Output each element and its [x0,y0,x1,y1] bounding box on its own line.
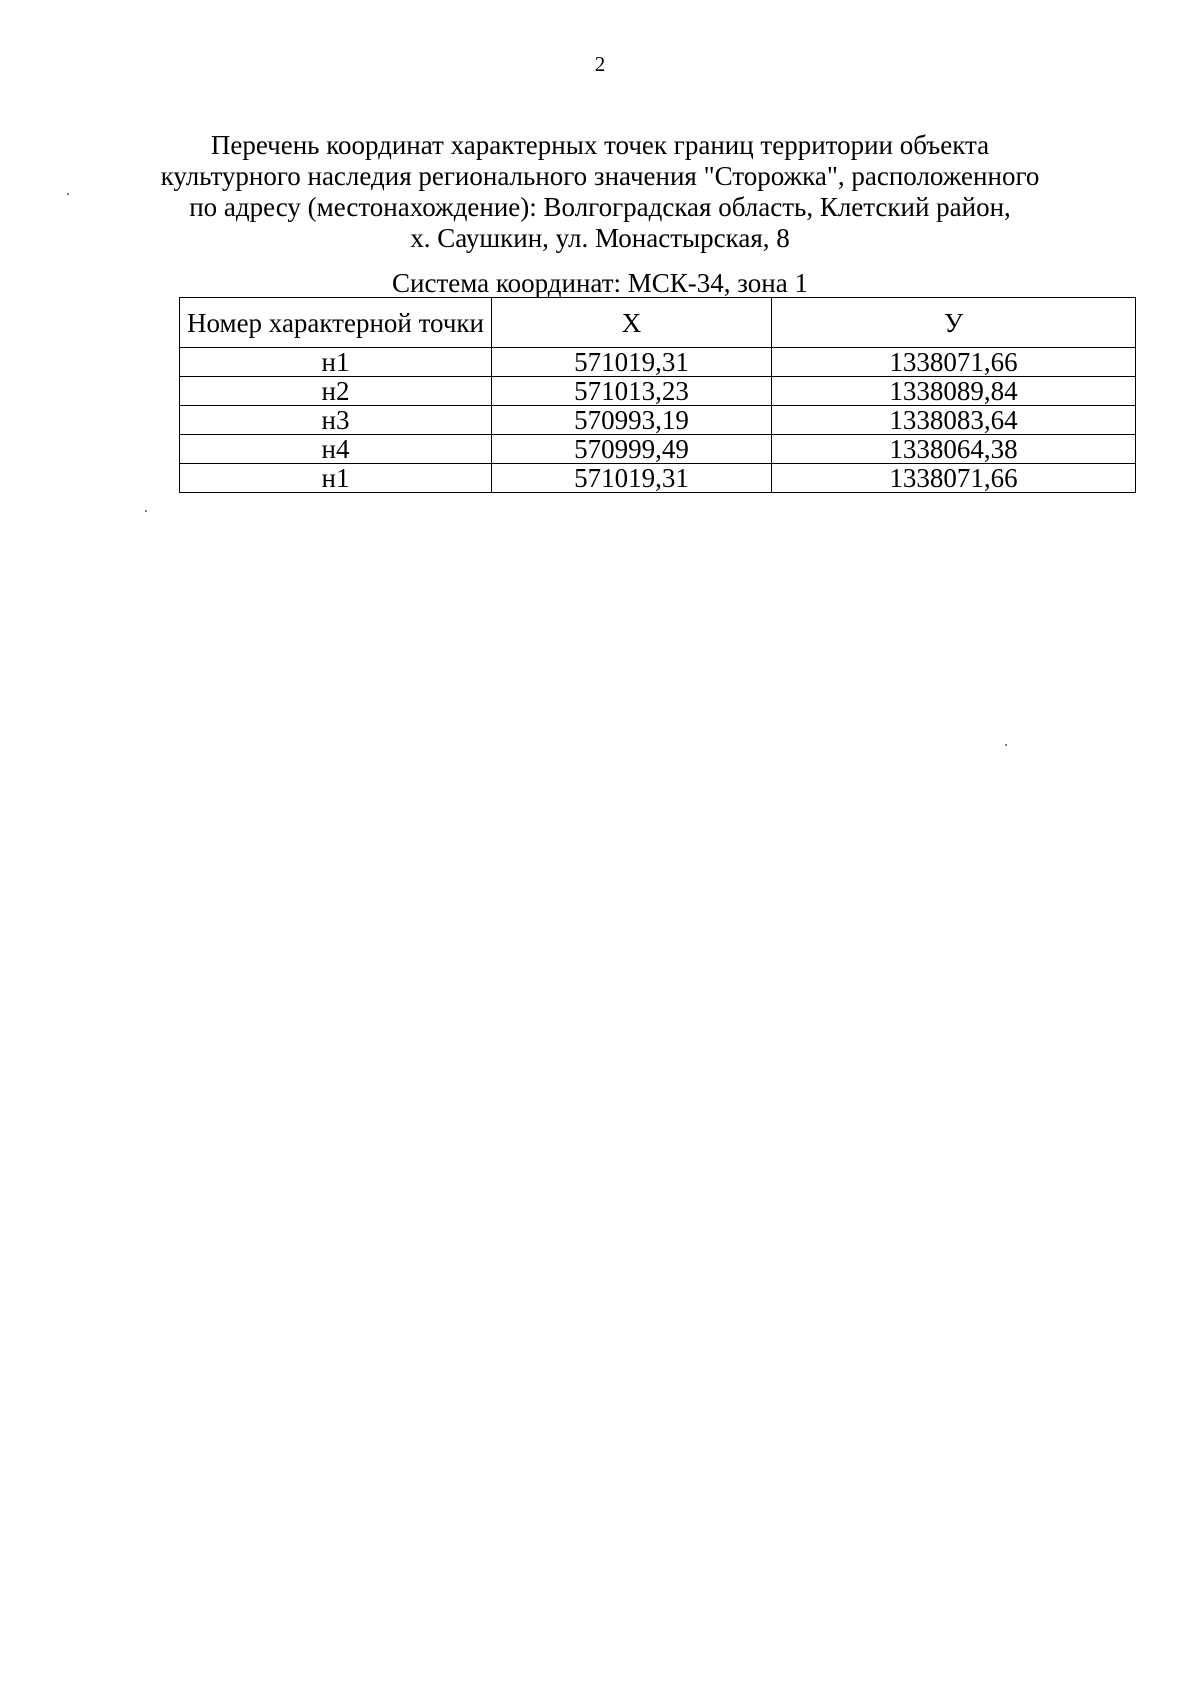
header-y: У [772,298,1136,348]
table-row [180,348,1136,377]
cell-x: 570999,49 [492,435,772,464]
cell-x: 571013,23 [492,377,772,406]
cell-y: 1338089,84 [772,377,1136,406]
cell-y: 1338064,38 [772,435,1136,464]
title-line-2: культурного наследия регионального значения "Сторожка", расположенного [160,161,1040,191]
title-line-1: Перечень координат характерных точек границ территории объекта [210,130,990,160]
cell-point: н3 [180,406,492,435]
cell-y: 1338083,64 [772,406,1136,435]
cell-point: н4 [180,435,492,464]
title-line-3: по адресу (местонахождение): Волгоградская область, Клетский район, [189,192,1011,222]
table-row [180,406,1136,435]
document-title [150,130,1050,254]
coordinates-table [179,297,1136,493]
table-row [180,435,1136,464]
cell-x: 570993,19 [492,406,772,435]
cell-point: н1 [180,348,492,377]
table-row [180,464,1136,493]
table-row [180,377,1136,406]
page-number: 2 [594,52,606,76]
header-point-number: Номер характерной точки [180,298,492,348]
cell-y: 1338071,66 [772,348,1136,377]
scan-speck [1005,744,1007,746]
table-header-row [180,298,1136,348]
coordinate-system-caption: Система координат: МСК-34, зона 1 [392,268,808,298]
header-x: Х [492,298,772,348]
scan-speck [67,193,69,195]
cell-x: 571019,31 [492,348,772,377]
scan-speck [145,510,147,512]
cell-point: н1 [180,464,492,493]
cell-y: 1338071,66 [772,464,1136,493]
title-line-4: х. Саушкин, ул. Монастырская, 8 [410,223,790,253]
cell-x: 571019,31 [492,464,772,493]
cell-point: н2 [180,377,492,406]
